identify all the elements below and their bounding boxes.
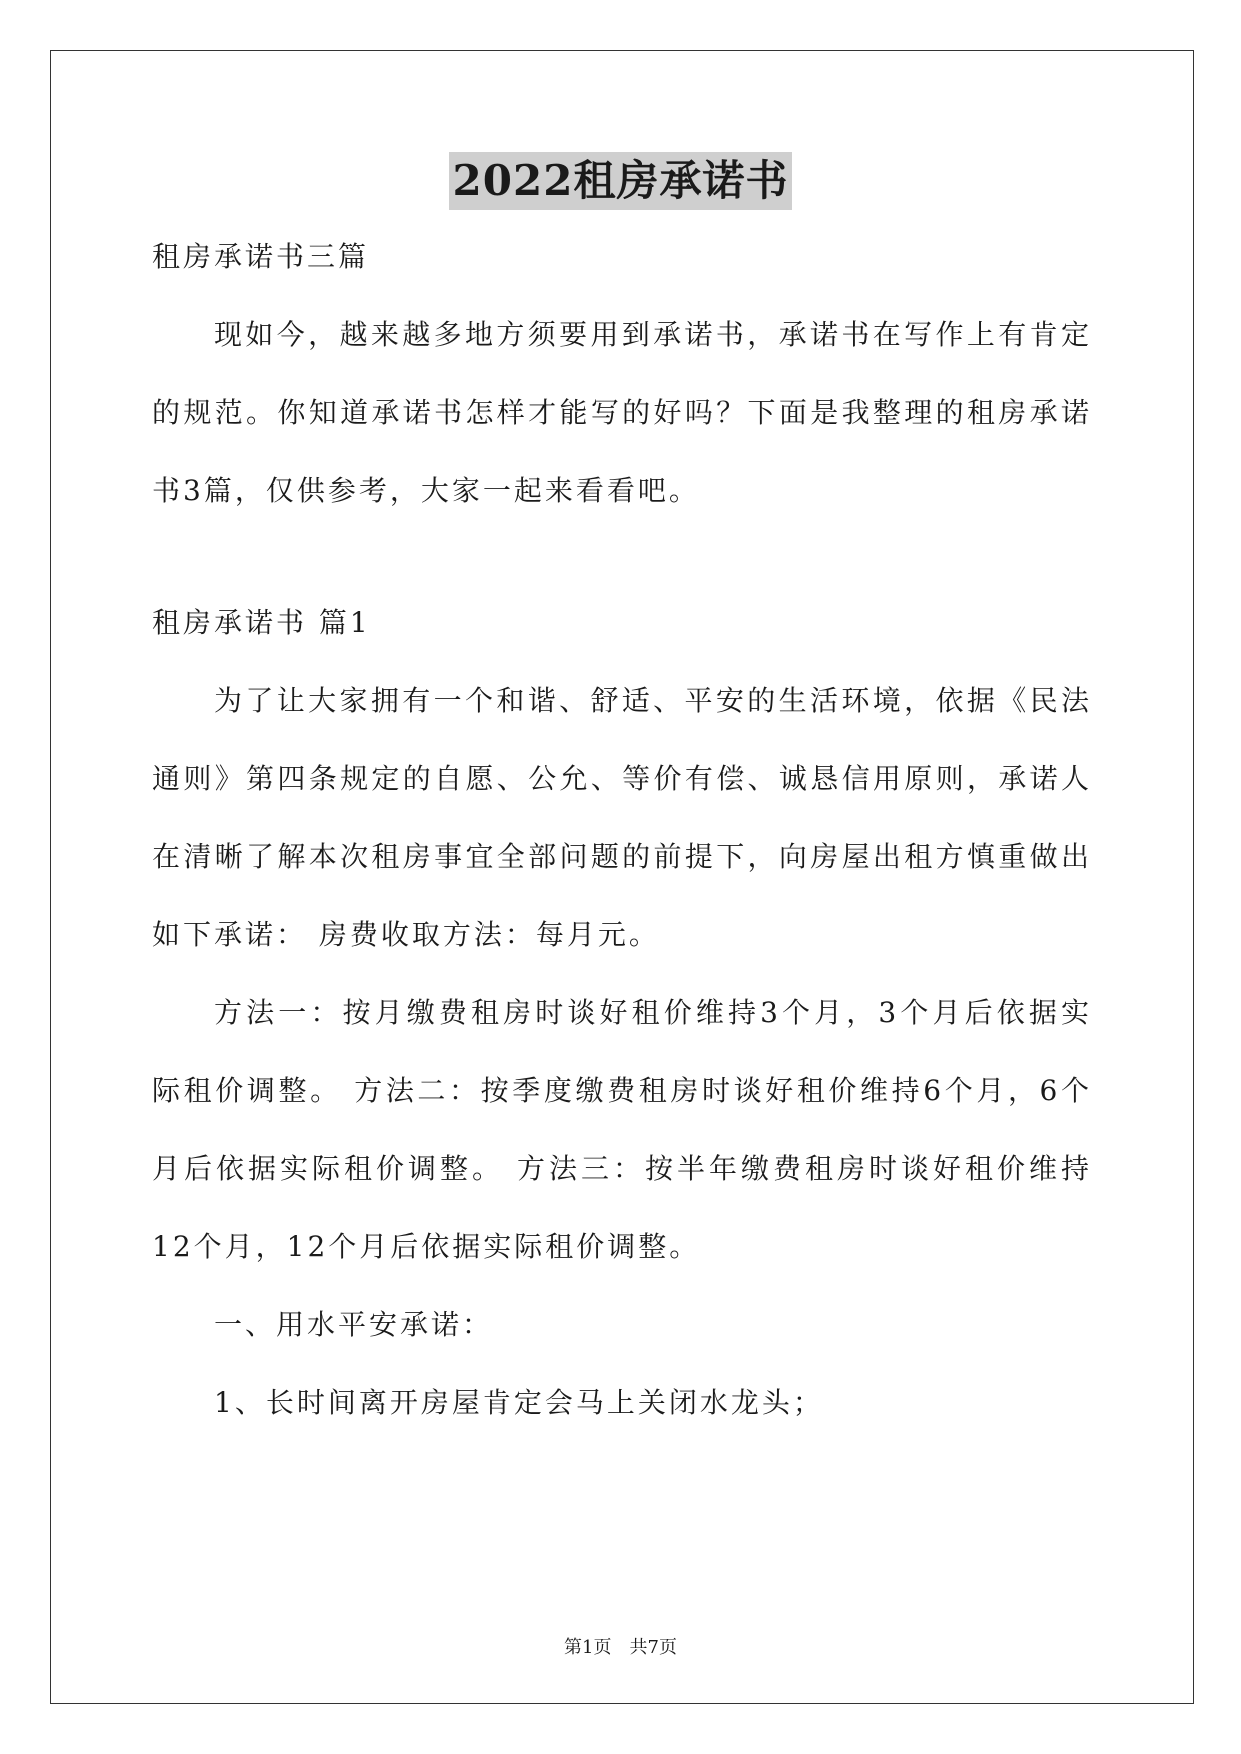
section1-heading: 租房承诺书 篇1	[152, 606, 371, 639]
intro-paragraph: 现如今，越来越多地方须要用到承诺书，承诺书在写作上有肯定的规范。你知道承诺书怎样才能写的好吗？下面是我整理的租房承诺书3篇，仅供参考，大家一起来看看吧。	[152, 318, 1092, 507]
document-subtitle: 租房承诺书三篇	[152, 240, 370, 273]
water-safety-heading: 一、用水平安承诺：	[214, 1308, 494, 1341]
section1-paragraph-1: 为了让大家拥有一个和谐、舒适、平安的生活环境，依据《民法通则》第四条规定的自愿、公允、等价有偿、诚恳信用原则，承诺人在清晰了解本次租房事宜全部问题的前提下，向房屋出租方慎重做出如下承诺： 房费收取方法：每月元。	[152, 684, 1092, 951]
document-title: 2022租房承诺书	[449, 152, 793, 210]
title-wrap	[0, 152, 1241, 210]
page-footer: 第1页 共7页	[564, 1637, 677, 1658]
water-safety-item-1: 1、长时间离开房屋肯定会马上关闭水龙头；	[214, 1386, 824, 1419]
section1-paragraph-2: 方法一：按月缴费租房时谈好租价维持3个月，3个月后依据实际租价调整。 方法二：按季度缴费租房时谈好租价维持6个月，6个月后依据实际租价调整。 方法三：按半年缴费租房时谈好租价维持12个月，12个月后依据实际租价调整。	[152, 996, 1092, 1263]
